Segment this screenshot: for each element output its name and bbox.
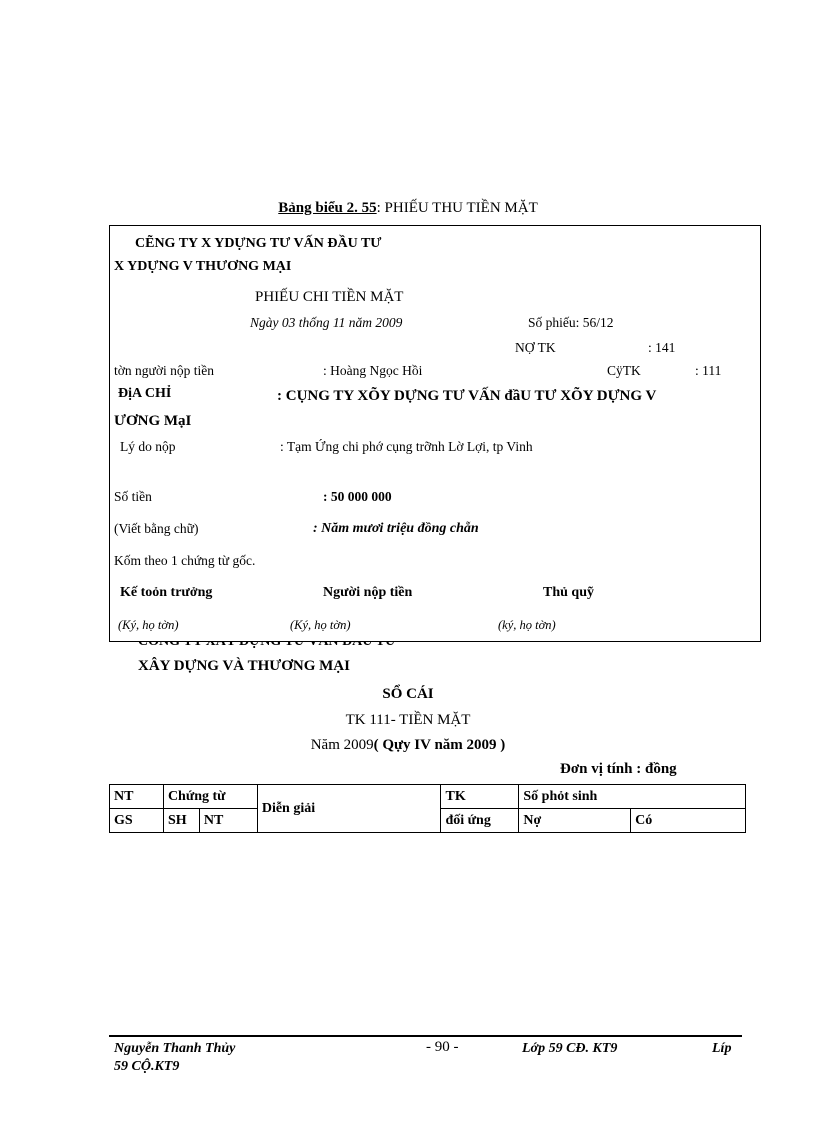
footer-rule xyxy=(109,1035,742,1037)
header-nt-gs-top: NT xyxy=(110,785,164,809)
cash-voucher xyxy=(109,225,761,642)
header-voucher: Chứng từ xyxy=(163,785,257,809)
ledger-account: TK 111- TIỀN MẶT xyxy=(345,712,471,728)
attachment-note: Kốm theo 1 chứng từ gốc. xyxy=(114,553,256,568)
credit-account-value: : 111 xyxy=(695,363,722,378)
voucher-title: PHIẾU CHI TIỀN MẶT xyxy=(255,289,404,305)
ledger-period xyxy=(0,737,816,754)
caption-label: Bảng biểu 2. 55 xyxy=(278,200,377,216)
chief-accountant-note: (Ký, họ tờn) xyxy=(118,618,179,632)
footer-author: Nguyễn Thanh Thủy xyxy=(114,1041,236,1056)
header-tk-bottom: đối ứng xyxy=(441,809,519,833)
reason-label: Lý do nộp xyxy=(120,439,176,454)
voucher-number: Số phiếu: 56/12 xyxy=(528,315,614,330)
footer-class: Lớp 59 CĐ. KT9 xyxy=(522,1041,618,1056)
ledger-unit: Đơn vị tính : đồng xyxy=(560,761,677,777)
header-amount: Số phỏt sinh xyxy=(519,785,746,809)
debit-account-value: : 141 xyxy=(648,340,676,355)
footer-author-class: 59 CỘ.KT9 xyxy=(114,1059,180,1074)
payer-value: : Hoàng Ngọc Hồi xyxy=(323,363,423,378)
ledger-quarter: ( Qựy IV năm 2009 ) xyxy=(373,737,506,753)
address-continued: ƯƠNG MạI xyxy=(114,413,192,429)
reason-value: : Tạm Ứng chi phớ cụng trỡnh Lờ Lợi, tp Vinh xyxy=(280,439,533,454)
payer-signature-note: (Ký, họ tờn) xyxy=(290,618,351,632)
header-tk-top: TK xyxy=(441,785,519,809)
figure-caption xyxy=(0,200,816,217)
footer-page-number: - 90 - xyxy=(426,1039,459,1055)
debit-account-label: NỢ TK xyxy=(515,340,556,355)
ledger-title: SỔ CÁI xyxy=(382,686,434,702)
amount-label: Số tiền xyxy=(114,489,152,504)
amount-value: : 50 000 000 xyxy=(323,489,392,504)
address-value: : CỤNG TY XÕY DỰNG TƯ VẤN đầU TƯ XÕY DỰNG V xyxy=(277,388,657,404)
caption-title: : PHIẾU THU TIỀN MẶT xyxy=(376,200,538,216)
header-description: Diễn giải xyxy=(257,785,441,833)
amount-words-label: (Viết bằng chữ) xyxy=(114,521,199,536)
payer-signature-title: Người nộp tiền xyxy=(323,585,413,600)
header-sh: SH xyxy=(163,809,199,833)
cashier-title: Thủ quỹ xyxy=(543,585,594,600)
ledger-year: Năm 2009 xyxy=(310,737,374,753)
chief-accountant-title: Kế toỏn trưởng xyxy=(120,585,213,600)
credit-account-label: CÿTK xyxy=(607,363,641,378)
voucher-date: Ngày 03 thống 11 năm 2009 xyxy=(250,315,403,330)
cashier-note: (ký, họ tờn) xyxy=(498,618,556,632)
header-nt-gs-bottom: GS xyxy=(110,809,164,833)
amount-words-value: : Năm mươi triệu đồng chẵn xyxy=(313,521,479,536)
payer-label: tờn người nộp tiền xyxy=(114,363,214,378)
voucher-company-line2: X YDỰNG V THƯƠNG MẠI xyxy=(114,259,292,274)
header-nt: NT xyxy=(199,809,257,833)
ledger-company-line2: XÂY DỰNG VÀ THƯƠNG MẠI xyxy=(138,658,350,674)
address-label: ĐịA CHỈ xyxy=(118,386,172,401)
header-credit: Có xyxy=(631,809,746,833)
voucher-company-line1: CẼNG TY X YDỰNG TƯ VẤN ĐẦU TƯ xyxy=(135,236,382,251)
footer-right: Líp xyxy=(712,1041,732,1056)
header-debit: Nợ xyxy=(519,809,631,833)
ledger-table xyxy=(109,784,746,833)
